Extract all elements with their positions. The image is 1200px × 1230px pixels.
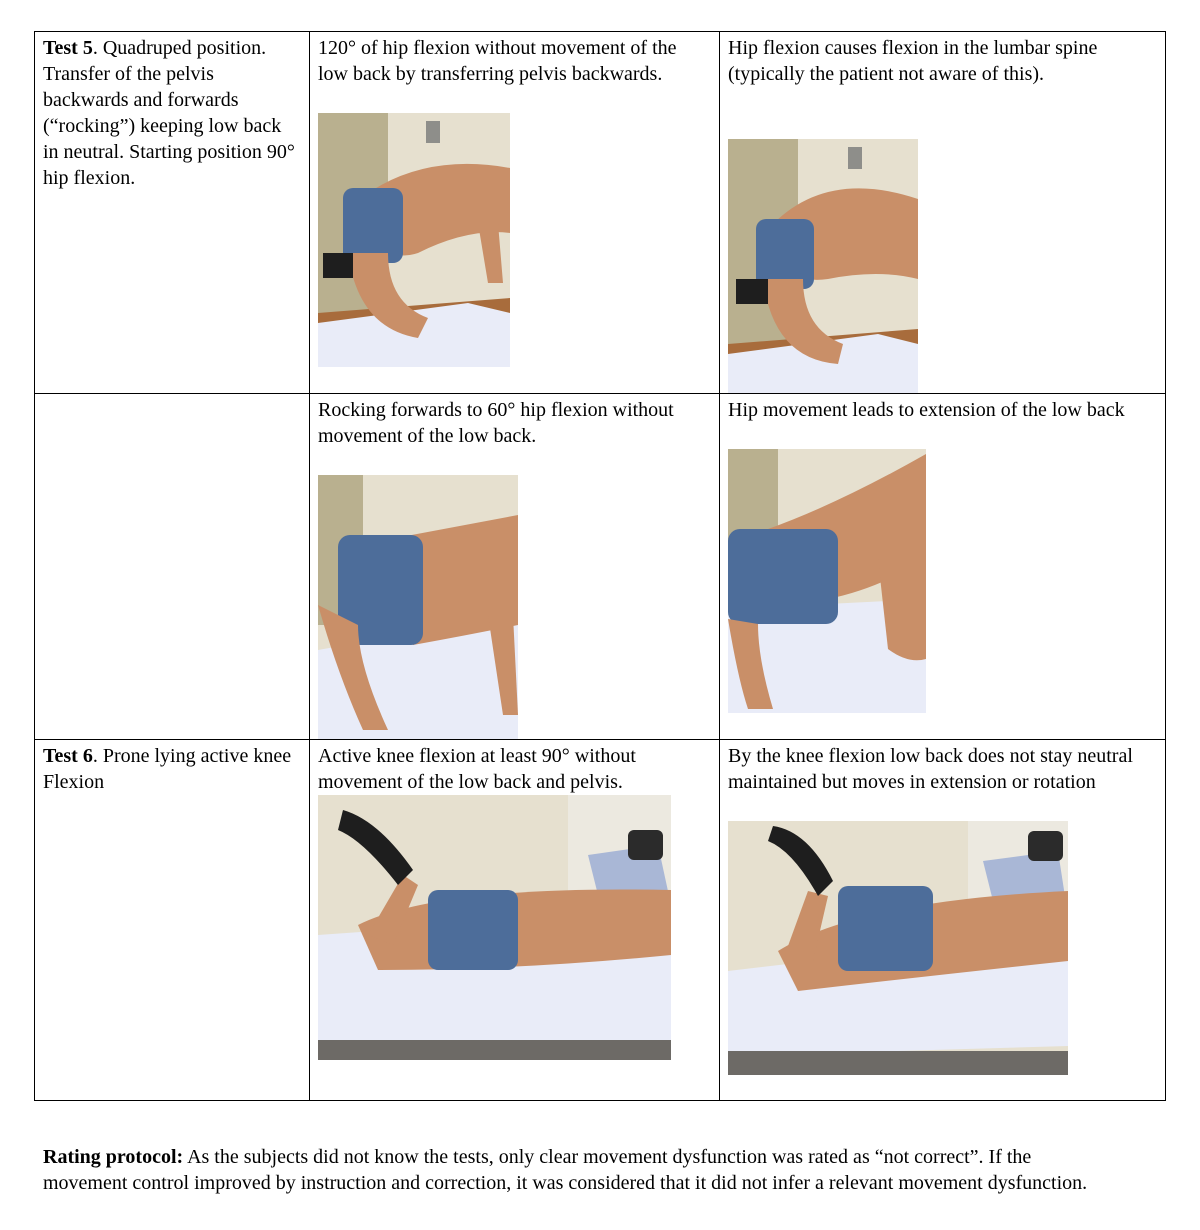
test-description: . Prone lying active knee Flexion — [43, 745, 292, 793]
correct-text: 120° of hip flexion without movement of the low back by transferring pelvis backwards. — [318, 37, 677, 85]
test-table — [34, 31, 1166, 1101]
correct-cell — [310, 394, 720, 740]
correct-cell — [310, 740, 720, 1101]
photo-quadruped-correct — [318, 113, 510, 367]
table-row — [35, 394, 1166, 740]
test-description-cell — [35, 32, 310, 394]
photo-rocking-forward-incorrect — [728, 449, 926, 713]
rating-protocol — [43, 1144, 1103, 1196]
incorrect-text: Hip flexion causes flexion in the lumbar spine (typically the patient not aware of this). — [728, 37, 1098, 85]
photo-knee-flexion-incorrect — [728, 821, 1068, 1075]
photo-quadruped-incorrect — [728, 139, 918, 393]
photo-rocking-forward-correct — [318, 475, 518, 739]
photo-knee-flexion-correct — [318, 795, 671, 1060]
incorrect-cell — [720, 740, 1166, 1101]
test-description: . Quadruped position. Transfer of the pelvis backwards and forwards (“rocking”) keeping low back in neutral. Starting position 90° hip flexion. — [43, 37, 295, 189]
table-row — [35, 32, 1166, 394]
rating-protocol-text: As the subjects did not know the tests, only clear movement dysfunction was rated as “not correct”. If the movement control improved by instruction and correction, it was considered that it did not infer a relevant movement dysfunction. — [43, 1146, 1088, 1194]
table-row — [35, 740, 1166, 1101]
incorrect-cell — [720, 394, 1166, 740]
test-description-cell — [35, 740, 310, 1101]
test-label: Test 6 — [43, 745, 93, 767]
incorrect-cell — [720, 32, 1166, 394]
test-label: Test 5 — [43, 37, 93, 59]
test-description-cell — [35, 394, 310, 740]
incorrect-text: By the knee flexion low back does not stay neutral maintained but moves in extension or rotation — [728, 745, 1133, 793]
correct-text: Rocking forwards to 60° hip flexion without movement of the low back. — [318, 399, 674, 447]
incorrect-text: Hip movement leads to extension of the low back — [728, 399, 1125, 421]
rating-protocol-label: Rating protocol: — [43, 1146, 184, 1168]
correct-cell — [310, 32, 720, 394]
correct-text: Active knee flexion at least 90° without movement of the low back and pelvis. — [318, 745, 636, 793]
